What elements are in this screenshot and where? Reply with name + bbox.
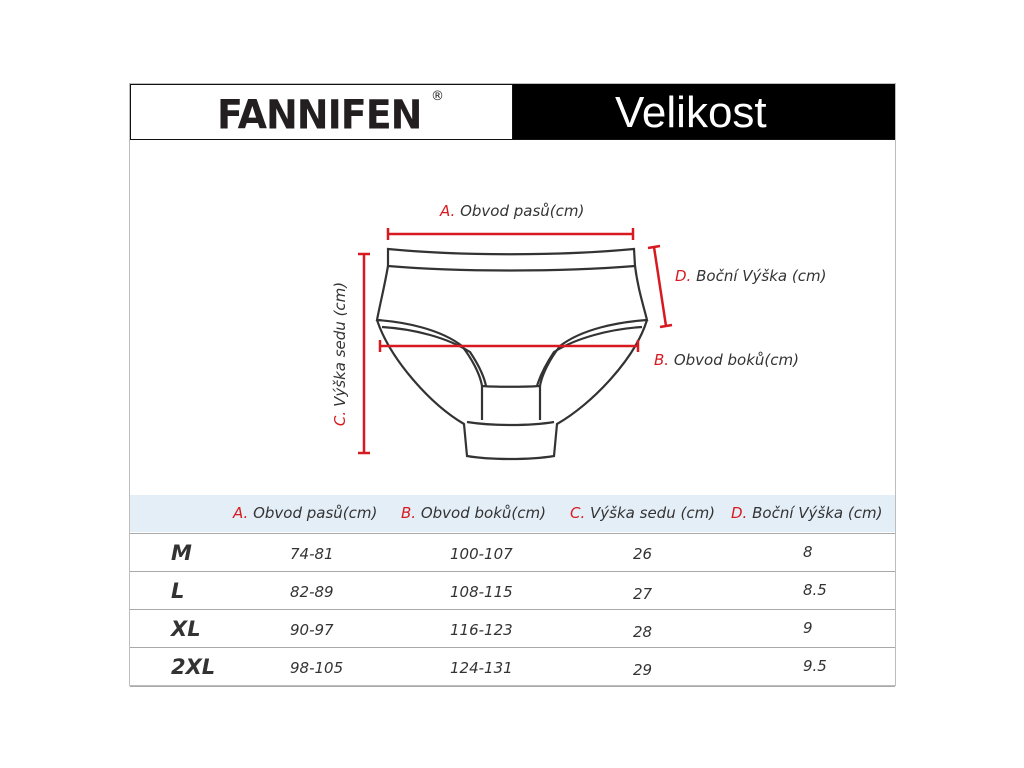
cell-hip: 124-131 xyxy=(450,659,513,677)
registered-mark: ® xyxy=(431,89,444,104)
cell-hip: 100-107 xyxy=(450,545,513,563)
cell-waist: 98-105 xyxy=(290,659,344,677)
size-label: XL xyxy=(171,617,201,641)
label-side-height xyxy=(675,267,826,285)
cell-rise: 27 xyxy=(633,585,653,603)
cell-side-height: 8.5 xyxy=(803,581,827,599)
cell-waist: 74-81 xyxy=(290,545,334,563)
hip-measure-line xyxy=(380,340,638,352)
brand-logo: FANNIFEN xyxy=(217,91,422,139)
label-text-b: Obvod boků(cm) xyxy=(673,351,799,369)
cell-rise: 29 xyxy=(633,661,653,679)
col-header-text: Obvod pasů(cm) xyxy=(253,504,378,522)
col-header-d xyxy=(731,504,882,522)
cell-side-height: 9 xyxy=(803,619,813,637)
briefs-illustration xyxy=(377,249,647,459)
table-row xyxy=(130,571,895,610)
label-text-d: Boční Výška (cm) xyxy=(696,267,827,285)
side-height-measure-line xyxy=(648,246,672,327)
rise-measure-line xyxy=(358,254,370,453)
label-c-rotated: C.Výška sedu (cm) xyxy=(331,281,349,427)
label-text-a: Obvod pasů(cm) xyxy=(460,202,585,220)
col-header-letter: B. xyxy=(401,504,417,522)
size-label: L xyxy=(171,579,185,603)
col-header-text: Výška sedu (cm) xyxy=(590,504,716,522)
cell-waist: 82-89 xyxy=(290,583,334,601)
cell-rise: 26 xyxy=(633,545,653,563)
col-header-a xyxy=(233,504,377,522)
label-hip xyxy=(654,351,799,369)
cell-hip: 108-115 xyxy=(450,583,513,601)
col-header-c xyxy=(570,504,715,522)
briefs-diagram xyxy=(130,84,895,495)
label-waist xyxy=(440,202,584,220)
size-label: 2XL xyxy=(171,655,216,679)
size-chart-card xyxy=(129,83,896,686)
col-header-letter: C. xyxy=(570,504,586,522)
cell-waist: 90-97 xyxy=(290,621,334,639)
waist-measure-line xyxy=(388,228,633,240)
table-row xyxy=(130,647,895,687)
col-header-letter: D. xyxy=(731,504,748,522)
label-letter-a: A. xyxy=(440,202,456,220)
col-header-text: Boční Výška (cm) xyxy=(752,504,883,522)
table-row xyxy=(130,609,895,648)
label-letter-d: D. xyxy=(675,267,692,285)
page-title: Velikost xyxy=(615,88,767,137)
size-label: M xyxy=(171,541,192,565)
col-header-letter: A. xyxy=(233,504,249,522)
cell-side-height: 8 xyxy=(803,543,813,561)
col-header-text: Obvod boků(cm) xyxy=(420,504,546,522)
cell-hip: 116-123 xyxy=(450,621,513,639)
label-letter-b: B. xyxy=(654,351,670,369)
cell-side-height: 9.5 xyxy=(803,657,827,675)
cell-rise: 28 xyxy=(633,623,653,641)
table-row xyxy=(130,533,895,572)
table-header xyxy=(130,495,895,532)
col-header-b xyxy=(401,504,546,522)
